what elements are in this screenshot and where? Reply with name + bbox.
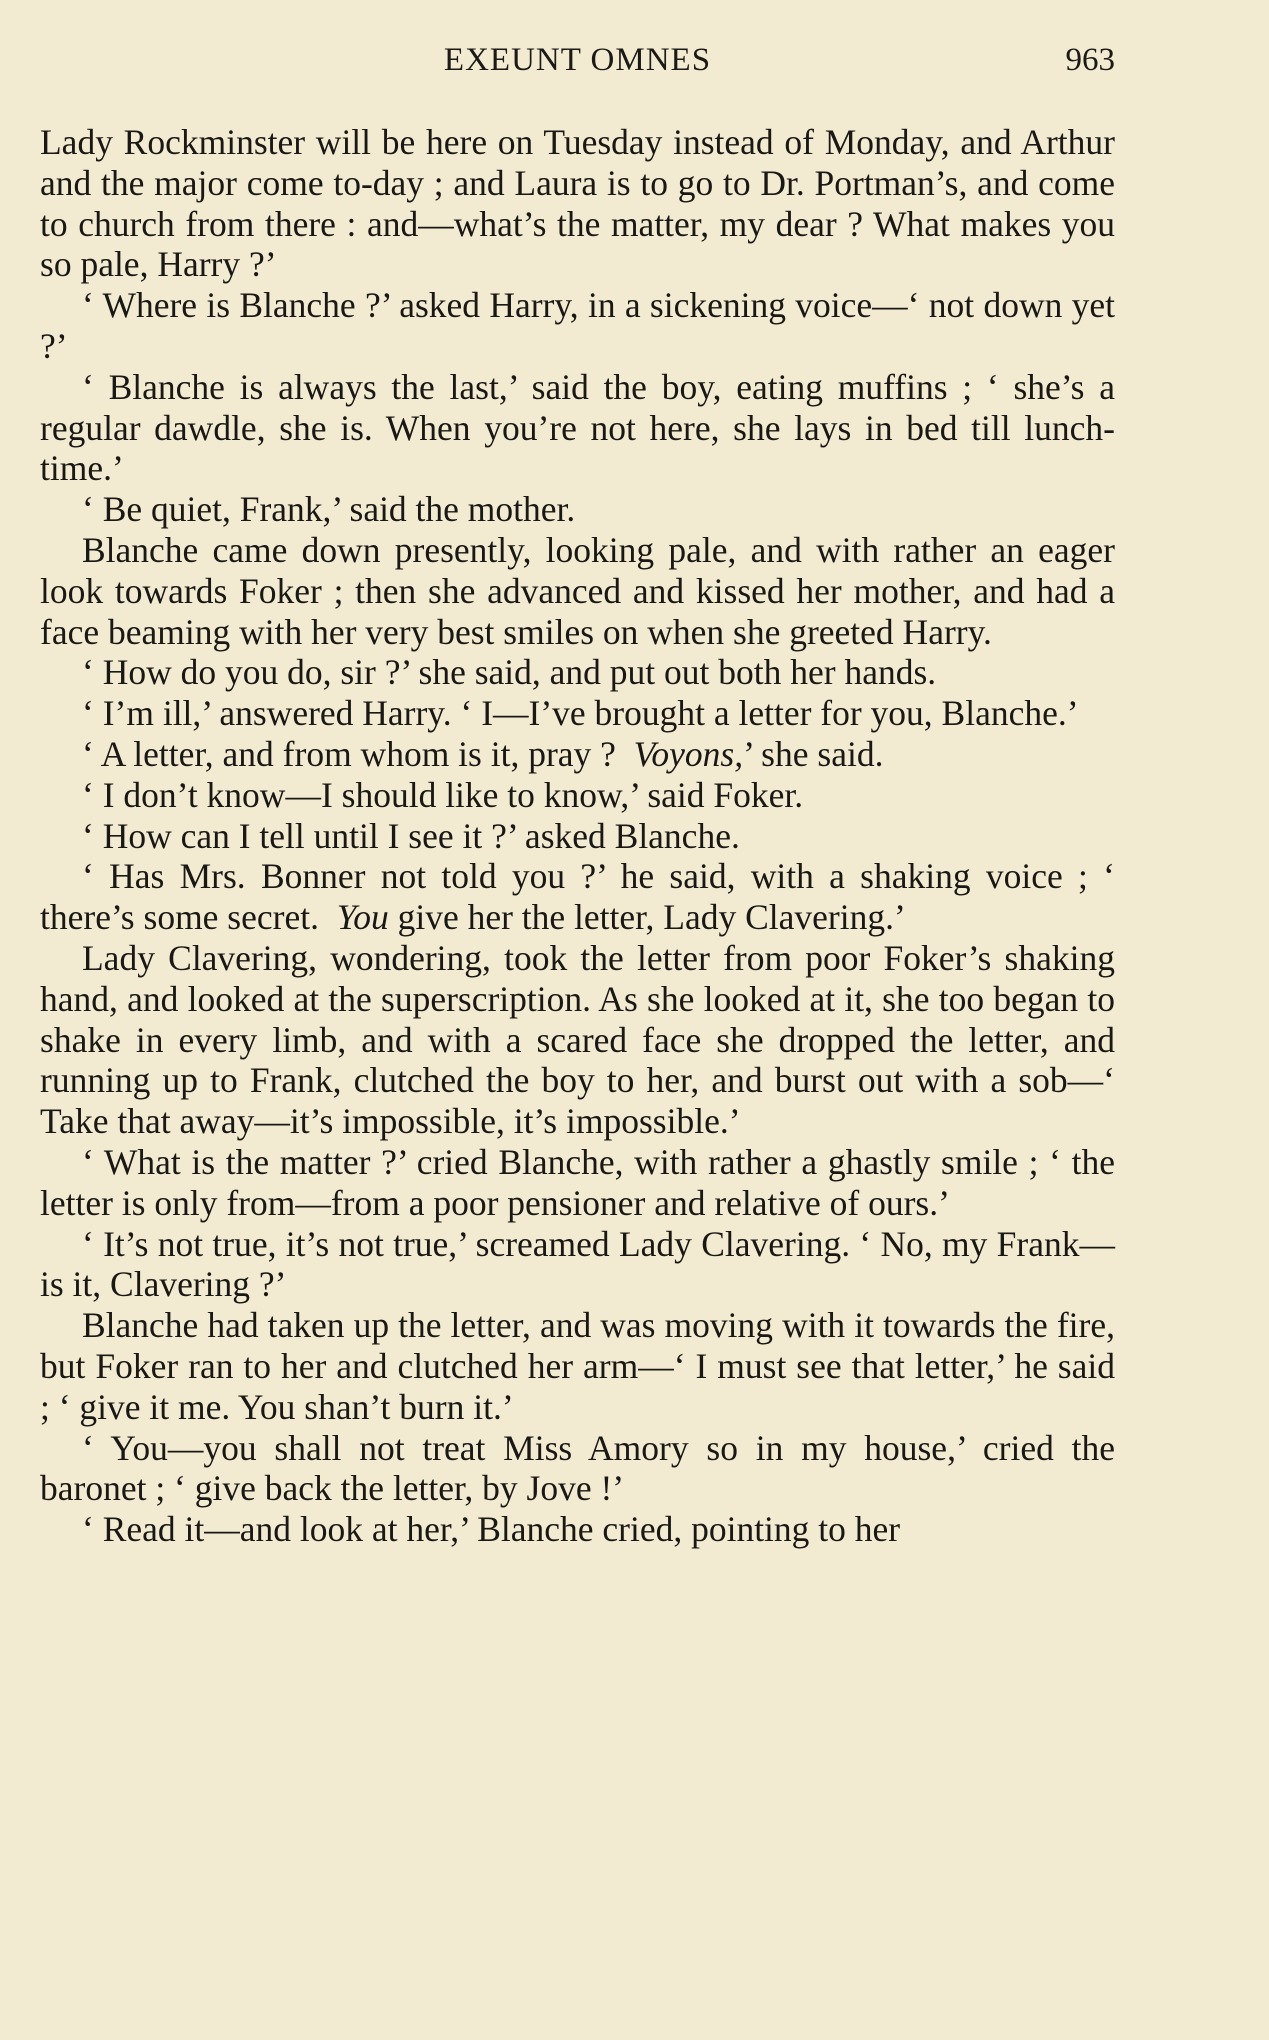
paragraph: Lady Clavering, wondering, took the letter from poor Foker’s shaking hand, and looked at the superscription. As she looked at it, she too began to shake in every limb, and with a scared face she dropped the letter, and running up to Frank, clutched the boy to her, and burst out with a sob—‘ Take that away—it’s impossible, it’s impossible.’	[40, 937, 1115, 1142]
italic-word: You	[336, 897, 389, 938]
paragraph: Lady Rockminster will be here on Tuesday instead of Monday, and Arthur and the major come to-day ; and Laura is to go to Dr. Portman’s, and come to church from there : and—what’s the matter, my dear ? What makes you so pale, Harry ?’	[40, 122, 1115, 285]
italic-word: Voyons,	[633, 733, 744, 774]
paragraph: ‘ I don’t know—I should like to know,’ said Foker.	[82, 774, 804, 815]
paragraph	[40, 856, 1115, 938]
paragraph-text: give her the letter, Lady Clavering.’	[397, 897, 906, 938]
body-text	[40, 122, 1115, 1550]
page-number: 963	[1065, 42, 1115, 78]
paragraph	[40, 734, 1115, 775]
paragraph: Blanche had taken up the letter, and was moving with it towards the fire, but Foker ran to her and clutched her arm—‘ I must see that letter,’ he said ; ‘ give it me. You shan’t burn it.’	[40, 1305, 1115, 1427]
running-head	[40, 42, 1115, 82]
paragraph: Blanche came down presently, looking pale, and with rather an eager look towards Foker ; then she advanced and kissed her mother, and had a face beaming with her very best smiles on when she greeted Harry.	[40, 529, 1115, 652]
paragraph: ‘ Blanche is always the last,’ said the boy, eating muffins ; ‘ she’s a regular dawdle, she is. When you’re not here, she lays in bed till lunch-time.’	[40, 366, 1115, 489]
paragraph: ‘ Read it—and look at her,’ Blanche cried, pointing to her	[82, 1509, 901, 1550]
paragraph: ‘ Be quiet, Frank,’ said the mother.	[82, 489, 576, 530]
paragraph: ‘ How do you do, sir ?’ she said, and put out both her hands.	[82, 652, 937, 693]
paragraph: ‘ I’m ill,’ answered Harry. ‘ I—I’ve brought a letter for you, Blanche.’	[82, 693, 1079, 734]
paragraph: ‘ How can I tell until I see it ?’ asked Blanche.	[82, 815, 740, 856]
paragraph: ‘ Where is Blanche ?’ asked Harry, in a sickening voice—‘ not down yet ?’	[40, 285, 1115, 366]
paragraph-text: ’ she said.	[743, 733, 884, 774]
paragraph-text: ‘ Has Mrs. Bonner not told you ?’ he said, with a shaking voice ; ‘ there’s some secret.	[40, 856, 1115, 938]
paragraph: ‘ You—you shall not treat Miss Amory so in my house,’ cried the baronet ; ‘ give back the letter, by Jove !’	[40, 1427, 1115, 1509]
paragraph-text: ‘ A letter, and from whom is it, pray ?	[82, 733, 616, 774]
paragraph: ‘ What is the matter ?’ cried Blanche, with rather a ghastly smile ; ‘ the letter is only from—from a poor pensioner and relative of ours.’	[40, 1141, 1115, 1223]
running-title: EXEUNT OMNES	[443, 42, 712, 78]
paragraph: ‘ It’s not true, it’s not true,’ screamed Lady Clavering. ‘ No, my Frank—is it, Clavering ?’	[40, 1223, 1115, 1305]
